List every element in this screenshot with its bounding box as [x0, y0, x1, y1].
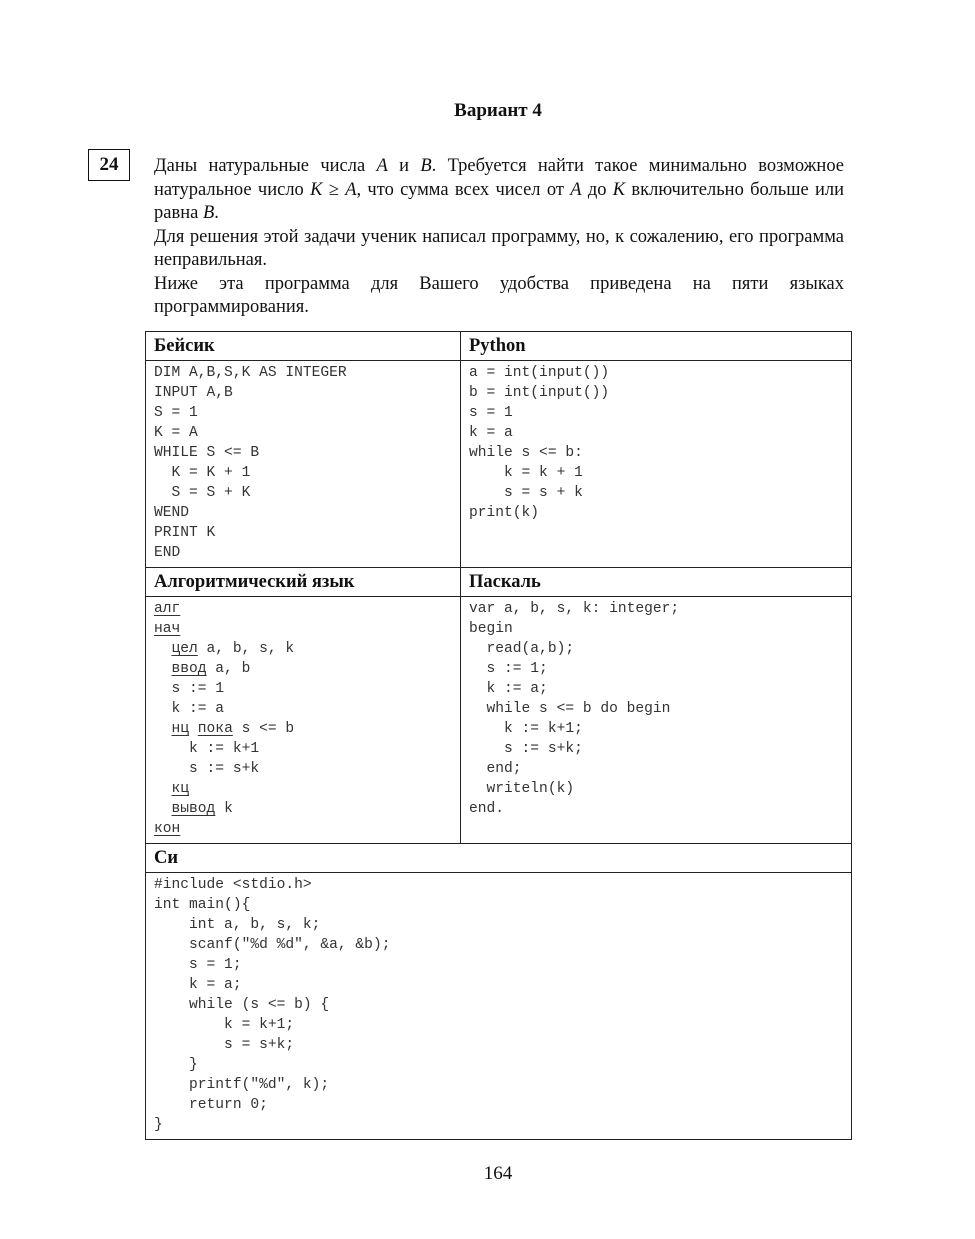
python-code-cell: [461, 361, 852, 568]
basic-code: DIM A,B,S,K AS INTEGER INPUT A,B S = 1 K = A WHILE S <= B K = K + 1 S = S + K WEND PRINT K END: [154, 365, 347, 561]
task-number: 24: [88, 149, 130, 181]
python-code: a = int(input()) b = int(input()) s = 1 k = a while s <= b: k = k + 1 s = s + k print(k): [469, 365, 610, 521]
algo-code-cell: [146, 597, 461, 844]
algo-header: Алгоритмический язык: [146, 568, 461, 597]
pascal-code: var a, b, s, k: integer; begin read(a,b); s := 1; k := a; while s <= b do begin k := k+1; s := s+k; end; writeln(k) end.: [469, 601, 680, 817]
basic-header: Бейсик: [146, 332, 461, 361]
algo-code: алг нач цел a, b, s, k ввод a, b s := 1 k := a нц пока s <= b k := k+1 s := s+k кц вывод k кон: [154, 601, 295, 837]
c-code: #include <stdio.h> int main(){ int a, b, s, k; scanf("%d %d", &a, &b); s = 1; k = a; while (s <= b) { k = k+1; s = s+k; } printf("%d", k); return 0; }: [154, 877, 391, 1133]
task-paragraph-2: Для решения этой задачи ученик написал программу, но, к сожалению, его программа неправильная.: [154, 226, 844, 270]
pascal-header: Паскаль: [461, 568, 852, 597]
basic-code-cell: [146, 361, 461, 568]
page-number: 164: [483, 1163, 513, 1184]
task-paragraph-3: Ниже эта программа для Вашего удобства приведена на пяти языках программирования.: [154, 273, 844, 317]
task-paragraph-1: Даны натуральные числа A и B. Требуется найти такое минимально возможное натуральное число K ≥ A, что сумма всех чисел от A до K включительно больше или равна B.: [154, 156, 845, 223]
python-header: Python: [461, 332, 852, 361]
variant-title: Вариант 4: [454, 100, 542, 121]
pascal-code-cell: [461, 597, 852, 844]
programs-table: [145, 331, 852, 1140]
task-statement: [154, 155, 844, 320]
c-code-cell: [146, 873, 852, 1140]
c-header: Си: [146, 844, 852, 873]
